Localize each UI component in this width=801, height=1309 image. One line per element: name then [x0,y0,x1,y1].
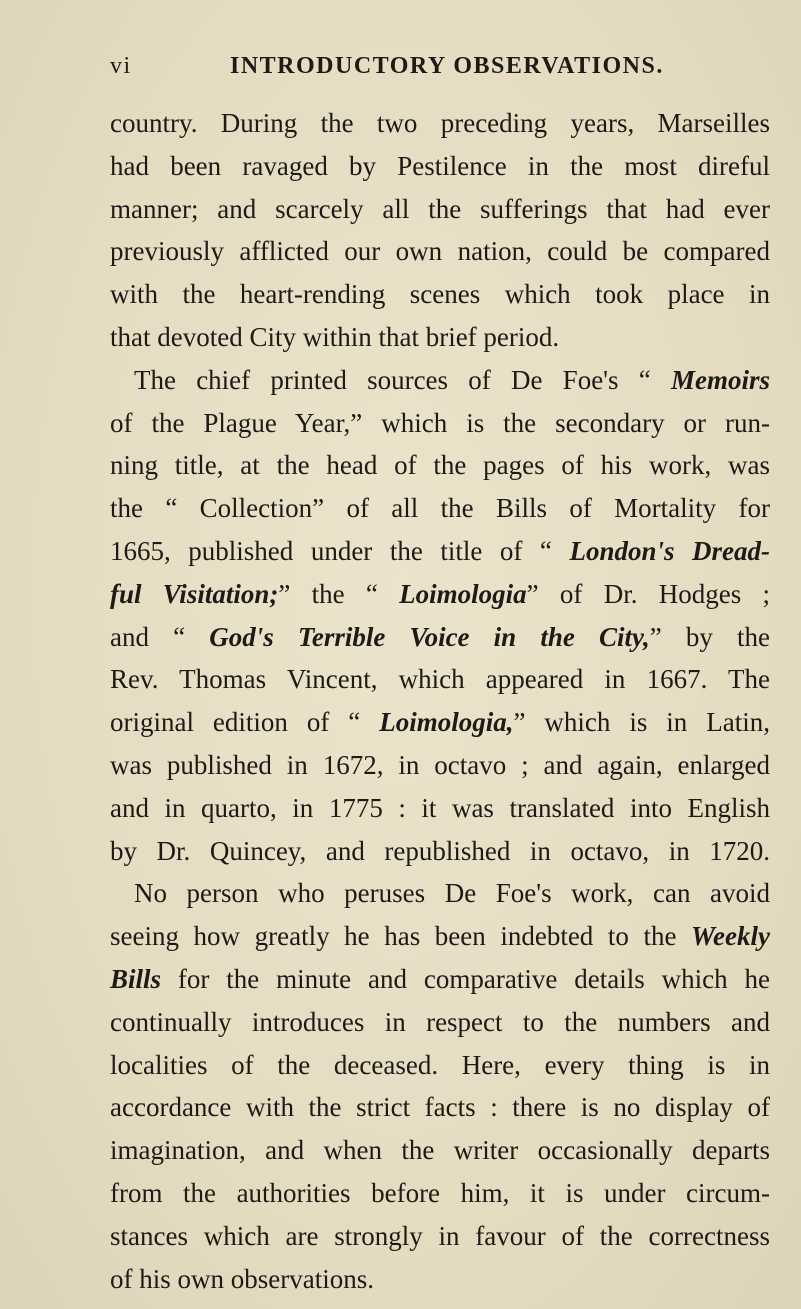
italic-title-text: Bills [110,963,162,994]
italic-title-text: Memoirs [670,364,770,395]
italic-title-text: Loimologia [399,578,527,609]
text-run: No person who peruses De Foe's work, can avoid [134,878,770,909]
text-run: localities of the deceased. Here, every thing is in [110,1049,770,1080]
italic-title-text: God's Terrible Voice in the City, [209,621,650,652]
text-run: seeing how greatly he has been indebted to the [110,921,692,952]
italic-title-text: London's Dread- [569,535,771,566]
text-run: The chief printed sources of De Foe's “ [134,364,671,395]
running-head-title: INTRODUCTORY OBSERVATIONS. [230,53,664,79]
page-number: vi [110,53,132,79]
body-text [110,102,770,1300]
text-line [110,402,770,445]
text-line [110,958,770,1001]
text-line [110,359,770,402]
text-line [110,273,770,316]
text-run: with the heart-rending scenes which took place in [110,279,770,310]
text-run: of the Plague Year,” which is the secondary or run- [110,407,770,438]
text-run: ning title, at the head of the pages of his work, was [110,450,770,481]
text-run: ” which is in Latin, [513,707,770,738]
text-line [110,316,770,359]
text-line [110,230,770,273]
text-line [110,1001,770,1044]
text-run: that devoted City within that brief period. [110,321,560,352]
italic-title-text: ful Visitation; [110,578,279,609]
text-run: original edition of “ [110,707,380,738]
text-line [110,744,770,787]
text-run: and in quarto, in 1775 : it was translated into English [110,792,770,823]
text-run: the “ Collection” of all the Bills of Mortality for [110,493,770,524]
text-line [110,872,770,915]
text-run: Rev. Thomas Vincent, which appeared in 1667. The [110,664,770,695]
text-line [110,1258,770,1301]
text-line [110,573,770,616]
text-run: previously afflicted our own nation, could be compared [110,236,770,267]
text-run: manner; and scarcely all the sufferings that had ever [110,193,770,224]
running-head [110,46,760,86]
text-run: imagination, and when the writer occasionally departs [110,1135,770,1166]
italic-title-text: Loimologia, [379,707,514,738]
text-run: stances which are strongly in favour of the correctness [110,1220,770,1251]
text-run: continually introduces in respect to the numbers and [110,1006,770,1037]
text-run: ” the “ [278,578,400,609]
text-run: country. During the two preceding years, Marseilles [110,108,770,138]
text-run: by Dr. Quincey, and republished in octavo, in 1720. [110,835,770,866]
text-run: 1665, published under the title of “ [110,535,570,566]
text-line [110,1086,770,1129]
text-line [110,658,770,701]
text-line [110,1172,770,1215]
text-line [110,530,770,573]
text-line [110,701,770,744]
text-run: of his own observations. [110,1263,374,1294]
text-line [110,188,770,231]
text-line [110,145,770,188]
text-line [110,915,770,958]
text-line [110,830,770,873]
text-run: had been ravaged by Pestilence in the most direful [110,150,770,181]
text-run: ” by the [649,621,770,652]
text-line [110,787,770,830]
text-line [110,1215,770,1258]
text-run: for the minute and comparative details which he [161,963,770,994]
text-line [110,444,770,487]
italic-title-text: Weekly [691,921,770,952]
text-run: from the authorities before him, it is under circum- [110,1177,770,1208]
text-line [110,616,770,659]
text-run: was published in 1672, in octavo ; and again, enlarged [110,749,770,780]
text-run: and “ [110,621,210,652]
text-line [110,1129,770,1172]
text-run: ” of Dr. Hodges ; [526,578,771,609]
text-line [110,102,770,145]
text-run: accordance with the strict facts : there is no display of [110,1092,770,1123]
text-line [110,487,770,530]
text-line [110,1044,770,1087]
